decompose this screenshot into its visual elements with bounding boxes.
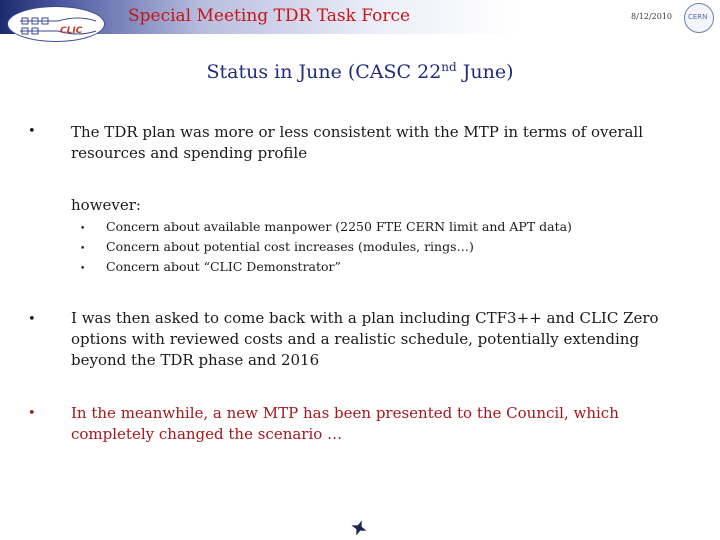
header-date: 8/12/2010 xyxy=(631,12,673,21)
cern-logo xyxy=(684,3,714,33)
slide-title xyxy=(0,60,720,83)
bullet-new-mtp: In the meanwhile, a new MTP has been presented to the Council, which completely changed the scenario … xyxy=(71,404,619,443)
however-label: however: xyxy=(71,196,141,214)
header-title: Special Meeting TDR Task Force xyxy=(128,6,411,26)
header-bar xyxy=(0,0,720,34)
slide-title-main: Status in June (CASC 22 xyxy=(206,61,442,83)
bullet-marker: • xyxy=(28,312,36,327)
bullet-plan-request: I was then asked to come back with a plan including CTF3++ and CLIC Zero options with reviewed costs and a realistic schedule, potentially extending beyond the TDR phase and 2016 xyxy=(71,309,659,369)
sub-bullet-marker: • xyxy=(80,264,86,274)
star-icon xyxy=(350,519,368,537)
bullet-tdr-plan: The TDR plan was more or less consistent with the MTP in terms of overall resources and spending profile xyxy=(71,123,644,162)
clic-logo xyxy=(7,6,105,42)
sub-bullet-marker: • xyxy=(80,244,86,254)
bullet-marker: • xyxy=(28,406,36,421)
bullet-marker: • xyxy=(28,124,36,139)
sub-point-cost: Concern about potential cost increases (modules, rings…) xyxy=(106,239,474,254)
sub-point-manpower: Concern about available manpower (2250 FTE CERN limit and APT data) xyxy=(106,219,572,234)
cern-logo-text: CERN xyxy=(688,13,708,21)
clic-logo-text: CLIC xyxy=(60,26,83,36)
sub-bullet-marker: • xyxy=(80,224,86,234)
slide-title-end: June) xyxy=(456,61,514,83)
slide-title-superscript: nd xyxy=(441,60,457,74)
sub-point-demonstrator: Concern about “CLIC Demonstrator” xyxy=(106,259,341,274)
